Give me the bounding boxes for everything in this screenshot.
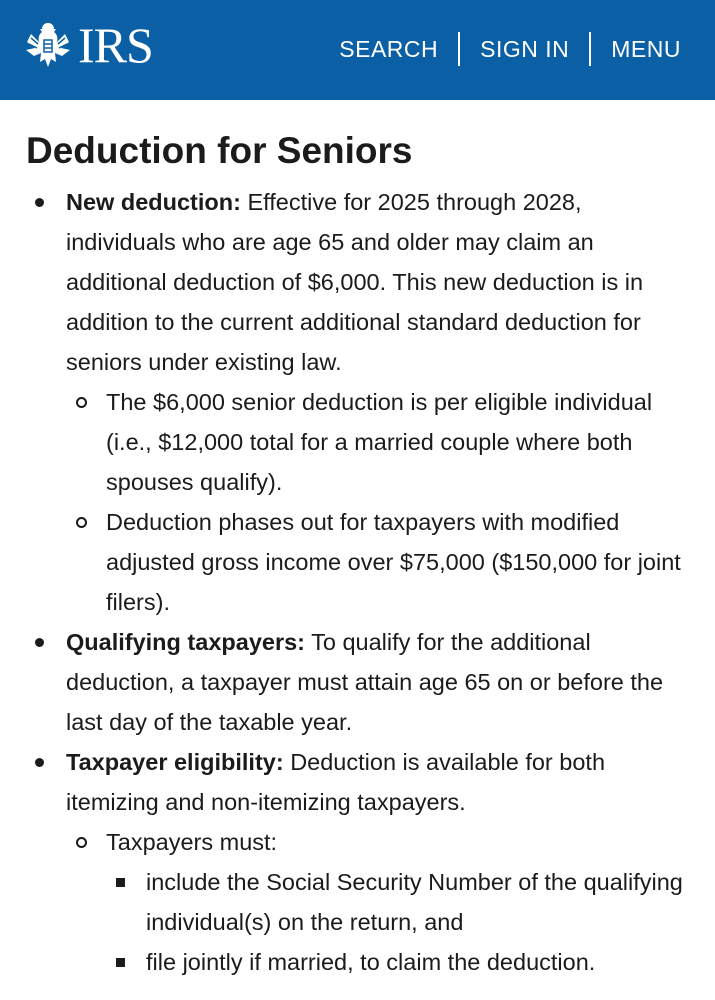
sign-in-link[interactable]: SIGN IN <box>480 35 570 62</box>
eagle-emblem-icon <box>22 20 74 70</box>
search-link[interactable]: SEARCH <box>339 35 439 62</box>
nav-divider <box>589 32 591 66</box>
list-item-new-deduction <box>26 182 693 622</box>
sub-item-phase-out: Deduction phases out for taxpayers with modified adjusted gross income over $75,000 ($150,000 for joint filers). <box>66 502 693 622</box>
item-label: Qualifying taxpayers: <box>66 629 305 655</box>
sub-item-text: Taxpayers must: <box>106 829 278 855</box>
item-label: Taxpayer eligibility: <box>66 749 284 775</box>
sub-item-taxpayers-must <box>66 822 693 982</box>
irs-logo[interactable] <box>22 17 153 73</box>
page-title: Deduction for Seniors <box>26 130 413 171</box>
sub-list <box>66 822 693 982</box>
nav-divider <box>458 32 460 66</box>
deduction-list <box>26 182 693 982</box>
item-text: Deduction is available for both itemizing and non-itemizing taxpayers. <box>66 749 606 815</box>
site-header <box>0 0 715 100</box>
sub-list <box>66 382 693 622</box>
list-item-taxpayer-eligibility <box>26 742 693 982</box>
header-nav <box>339 32 681 66</box>
logo-text: IRS <box>78 17 153 73</box>
item-text: Effective for 2025 through 2028, individuals who are age 65 and older may claim an additional deduction of $6,000. This new deduction is in addition to the current additional standard deduction for seniors under existing law. <box>66 189 644 375</box>
menu-link[interactable]: MENU <box>611 35 681 62</box>
item-label: New deduction: <box>66 189 241 215</box>
main-content <box>0 128 715 982</box>
list-item-qualifying-taxpayers <box>26 622 693 742</box>
requirement-ssn: include the Social Security Number of the qualifying individual(s) on the return, and <box>106 862 693 942</box>
requirement-file-jointly: file jointly if married, to claim the deduction. <box>106 942 693 982</box>
sub-item-per-individual: The $6,000 senior deduction is per eligible individual (i.e., $12,000 total for a married couple where both spouses qualify). <box>66 382 693 502</box>
requirement-list <box>106 862 693 982</box>
item-text: To qualify for the additional deduction, a taxpayer must attain age 65 on or before the last day of the taxable year. <box>66 629 664 735</box>
